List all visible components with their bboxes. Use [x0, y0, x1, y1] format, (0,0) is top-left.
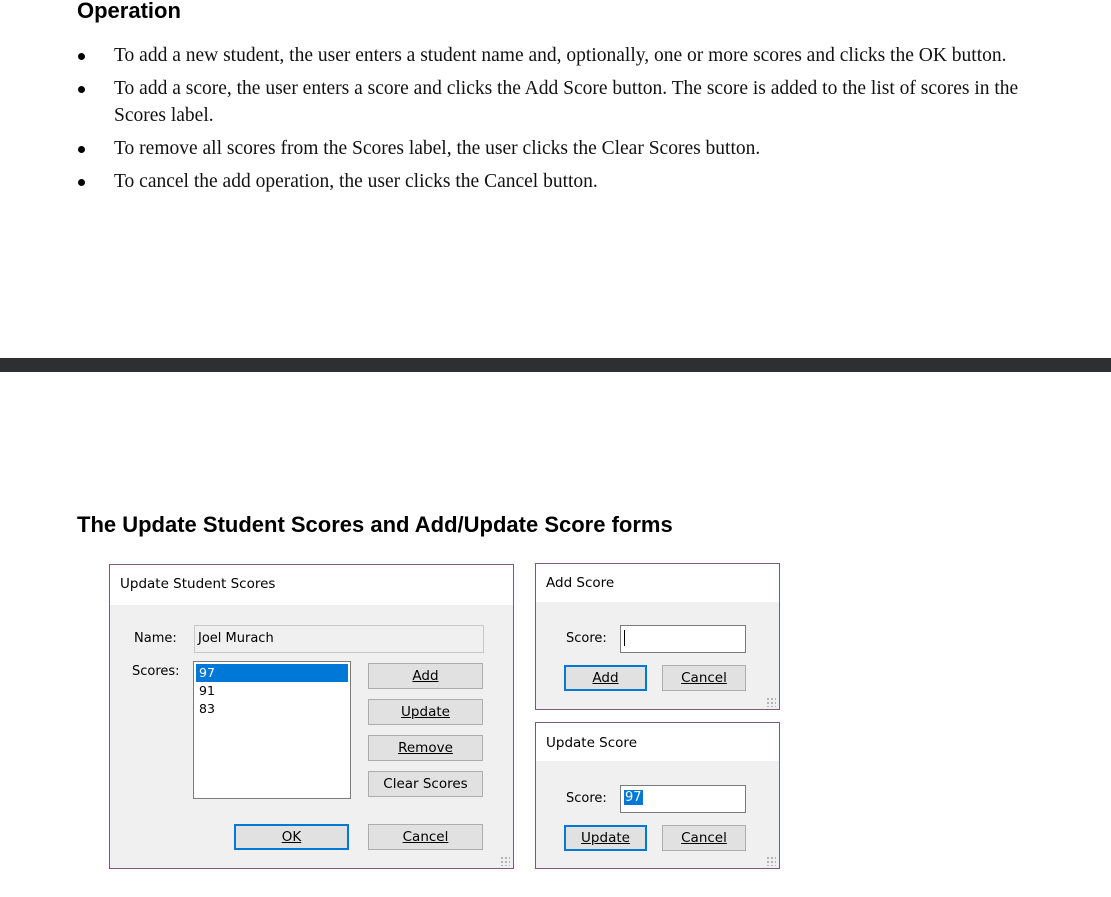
forms-heading: The Update Student Scores and Add/Update Score forms: [77, 512, 673, 537]
name-label: Name:: [134, 631, 177, 646]
bullet-text: To cancel the add operation, the user clicks the Cancel button.: [114, 171, 598, 192]
list-item: [78, 75, 1068, 129]
resize-grip-icon[interactable]: [766, 856, 776, 866]
window-titlebar: [536, 564, 779, 602]
bullet-icon: [78, 53, 85, 60]
list-item: [78, 168, 1068, 195]
resize-grip-icon[interactable]: [500, 856, 510, 866]
score-label: Score:: [566, 631, 607, 646]
operation-heading: Operation: [77, 0, 181, 23]
ok-button-label: OK: [281, 829, 302, 845]
add-button[interactable]: [368, 663, 483, 689]
score-label: Score:: [566, 791, 607, 806]
score-input[interactable]: [620, 785, 746, 813]
bullet-text: To add a new student, the user enters a student name and, optionally, one or more scores and clicks the OK button.: [114, 45, 1007, 66]
section-divider: [0, 358, 1111, 372]
cancel-button[interactable]: [662, 825, 746, 851]
update-score-window: [535, 722, 780, 869]
clear-scores-button[interactable]: [368, 771, 483, 797]
score-input-value: 97: [625, 790, 642, 805]
list-item: [78, 135, 1068, 162]
window-title: Update Score: [546, 735, 637, 751]
name-value: Joel Murach: [198, 631, 274, 646]
bullet-icon: [78, 86, 85, 93]
score-list-item[interactable]: 97: [196, 664, 348, 682]
cancel-button-label: Cancel: [681, 670, 727, 686]
update-student-scores-window: [109, 564, 514, 869]
clear-scores-button-label: Clear Scores: [383, 776, 468, 792]
cancel-button-label: Cancel: [681, 830, 727, 846]
remove-button-label: Remove: [398, 740, 453, 756]
window-titlebar: [110, 565, 513, 605]
update-button[interactable]: [564, 825, 647, 851]
bullet-icon: [78, 179, 85, 186]
remove-button[interactable]: [368, 735, 483, 761]
bullet-text: To remove all scores from the Scores label, the user clicks the Clear Scores button.: [114, 138, 761, 159]
text-caret-icon: [624, 630, 625, 646]
add-button-label: Add: [412, 668, 439, 684]
bullet-text: To add a score, the user enters a score and clicks the Add Score button. The score is added to the list of scores in the Scores label.: [114, 78, 1019, 126]
update-button[interactable]: [368, 699, 483, 725]
bullet-icon: [78, 146, 85, 153]
cancel-button[interactable]: [662, 665, 746, 691]
update-button-label: Update: [401, 704, 450, 720]
scores-label: Scores:: [132, 664, 180, 679]
cancel-button-label: Cancel: [402, 829, 449, 845]
cancel-button[interactable]: [368, 824, 483, 850]
update-button-label: Update: [581, 830, 630, 846]
scores-listbox[interactable]: [193, 661, 351, 799]
add-score-window: [535, 563, 780, 710]
score-input[interactable]: [620, 625, 746, 653]
add-button[interactable]: [564, 665, 647, 691]
score-list-item[interactable]: 83: [199, 701, 215, 716]
operation-bullet-list: [78, 42, 1068, 201]
score-list-item[interactable]: 91: [199, 683, 215, 698]
window-title: Update Student Scores: [120, 576, 276, 592]
add-button-label: Add: [592, 670, 619, 686]
name-field[interactable]: [194, 625, 484, 653]
ok-button[interactable]: [234, 824, 349, 850]
resize-grip-icon[interactable]: [766, 697, 776, 707]
list-item: [78, 42, 1068, 69]
window-titlebar: [536, 723, 779, 761]
window-title: Add Score: [546, 575, 615, 591]
